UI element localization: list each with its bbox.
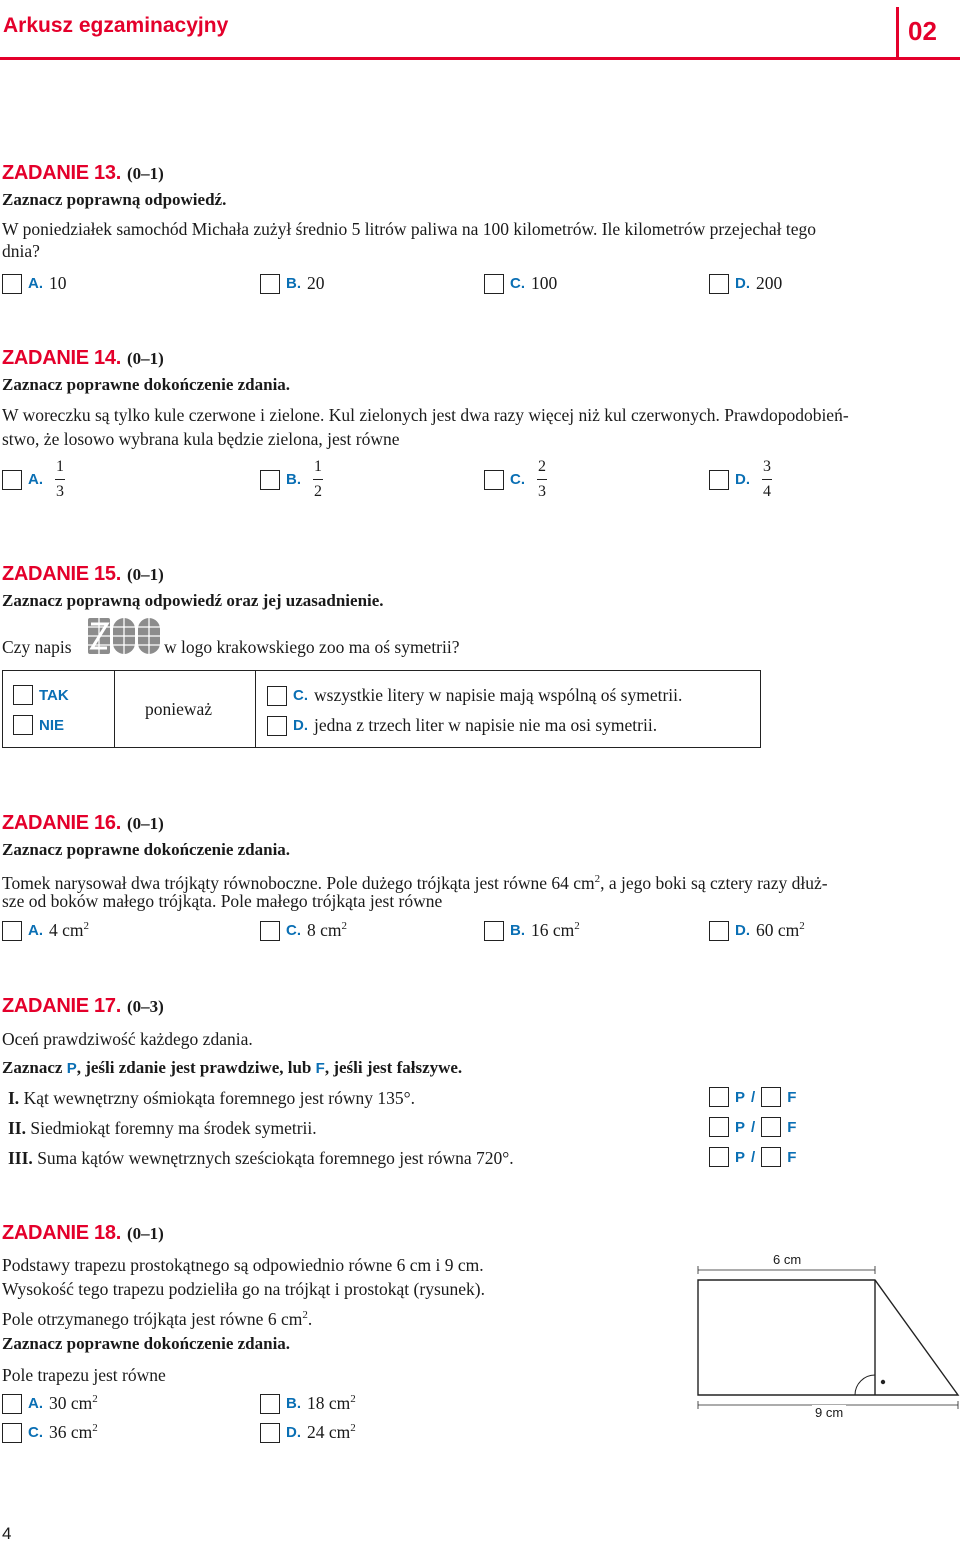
task-15-heading [2,563,164,586]
task-15-answer-table [2,670,761,748]
checkbox[interactable] [709,274,729,294]
task-points: (0–1) [126,1224,164,1243]
superscript: 2 [799,920,805,933]
checkbox[interactable] [260,470,280,490]
checkbox[interactable] [267,686,287,706]
task-title: ZADANIE 15. [2,563,121,585]
option-letter: A. [28,1395,43,1412]
task-17-instruction [2,1058,462,1078]
p-letter: P [735,1118,746,1136]
header-separator [896,7,899,57]
option-letter: C. [510,275,525,292]
checkbox[interactable] [13,685,33,705]
f-letter: F [787,1148,797,1166]
bottom-base-label: 9 cm [812,1405,846,1420]
denominator: 4 [763,483,771,500]
option-letter: C. [510,471,525,488]
table-divider [114,671,115,747]
option-letter: B. [286,275,301,292]
checkbox[interactable] [260,274,280,294]
numerator: 3 [763,458,771,475]
f-letter: F [787,1088,797,1106]
fraction [537,458,547,501]
answer-c[interactable] [267,685,682,706]
task-17-intro: Oceń prawdziwość każdego zdania. [2,1029,253,1049]
f-checkbox[interactable] [761,1147,781,1167]
right-angle-dot [881,1380,885,1384]
task-16-option-c[interactable] [260,920,347,941]
statement-text: Siedmiokąt foremny ma środek symetrii. [30,1118,317,1138]
table-divider [255,671,256,747]
task-title: ZADANIE 18. [2,1222,121,1244]
fraction [313,458,323,501]
task-16-option-a[interactable] [2,920,89,941]
numerator: 1 [56,458,64,475]
superscript: 2 [350,1422,356,1435]
task-18-option-d[interactable] [260,1422,356,1443]
option-value: 10 [49,273,67,293]
superscript: 2 [83,920,90,933]
f-letter: F [787,1118,797,1136]
answer-d[interactable] [267,715,657,736]
task-18-option-c[interactable] [2,1422,98,1443]
option-value [307,1393,356,1414]
text-part: , jeśli zdanie jest prawdziwe, lub [76,1058,312,1077]
slash: / [751,1148,756,1166]
option-letter: C. [286,922,301,939]
p-checkbox[interactable] [709,1087,729,1107]
p-checkbox[interactable] [709,1117,729,1137]
text-part: Pole otrzymanego trójkąta jest równe 6 cm [2,1308,303,1329]
checkbox[interactable] [13,715,33,735]
option-letter: D. [735,922,750,939]
task-14-heading [2,347,164,370]
task-title: ZADANIE 14. [2,347,121,369]
page-number: 4 [2,1524,12,1543]
right-angle-mark [855,1375,875,1395]
statement-1-pf [709,1087,796,1107]
superscript: 2 [574,920,580,933]
checkbox[interactable] [260,921,280,941]
text-part: 4 cm [49,920,84,940]
statement-number: I. [8,1088,20,1108]
option-letter: B. [286,471,301,488]
p-letter: P [735,1088,746,1106]
checkbox[interactable] [260,1394,280,1414]
trapezoid-outline [698,1280,958,1395]
fraction [762,458,772,501]
task-18-option-a[interactable] [2,1393,98,1414]
option-letter: A. [28,275,43,292]
slash: / [751,1088,756,1106]
task-13-option-d[interactable] [709,273,782,294]
checkbox[interactable] [267,716,287,736]
task-15-question-after: w logo krakowskiego zoo ma oś symetrii? [164,637,460,657]
option-value [49,1393,98,1414]
task-points: (0–1) [126,349,164,368]
p-letter: P [735,1148,746,1166]
task-14-question-line-1: W woreczku są tylko kule czerwone i zielone. Kul zielonych jest dwa razy więcej niż kul czerwonych. Prawdopodobień- [2,405,849,425]
checkbox[interactable] [2,470,22,490]
text-part: . [307,1308,313,1329]
superscript: 2 [594,873,601,885]
option-letter: D. [735,275,750,292]
option-letter: B. [286,1395,301,1412]
statement-1 [8,1087,415,1109]
text-part: , a jego boki są cztery razy dłuż- [600,872,828,893]
option-letter: A. [28,922,43,939]
task-18-question: Pole trapezu jest równe [2,1365,166,1385]
option-text: wszystkie litery w napisie mają wspólną oś symetrii. [314,685,683,705]
option-letter: D. [735,471,750,488]
statement-3 [8,1147,514,1169]
statement-2 [8,1117,317,1139]
task-16-instruction: Zaznacz poprawne dokończenie zdania. [2,840,291,859]
denominator: 3 [538,483,546,500]
answer-tak[interactable] [13,685,69,705]
option-value [307,1422,356,1443]
task-title: ZADANIE 17. [2,995,121,1017]
option-value [49,920,89,941]
statement-number: III. [8,1148,33,1168]
fraction [55,458,65,501]
slash: / [751,1118,756,1136]
option-label: NIE [39,716,65,734]
checkbox[interactable] [2,1394,22,1414]
task-18-instruction: Zaznacz poprawne dokończenie zdania. [2,1334,291,1353]
superscript: 2 [350,1393,356,1406]
checkbox[interactable] [484,274,504,294]
task-16-option-b[interactable] [484,920,580,941]
checkbox[interactable] [484,470,504,490]
text-part: 18 cm [307,1393,351,1413]
text-part: Zaznacz [2,1058,63,1077]
f-checkbox[interactable] [761,1087,781,1107]
task-14-option-a[interactable] [2,458,65,501]
task-13-option-b[interactable] [260,273,325,294]
task-13-instruction: Zaznacz poprawną odpowiedź. [2,190,227,209]
checkbox[interactable] [260,1423,280,1443]
option-value: 20 [307,273,325,293]
option-letter: A. [28,471,43,488]
numerator: 1 [314,458,322,475]
denominator: 2 [314,483,322,500]
task-16-heading [2,812,164,835]
option-text: jedna z trzech liter w napisie nie ma osi symetrii. [314,715,658,735]
option-value [49,1422,98,1443]
statement-text: Kąt wewnętrzny ośmiokąta foremnego jest równy 135°. [23,1088,415,1108]
task-18-line-1: Podstawy trapezu prostokątnego są odpowiednio równe 6 cm i 9 cm. [2,1255,484,1275]
sheet-number: 02 [908,16,937,46]
task-points: (0–1) [126,565,164,584]
option-value: 200 [756,273,783,293]
text-part: 30 cm [49,1393,93,1413]
option-value [531,920,580,941]
statement-3-pf [709,1147,796,1167]
option-value [756,920,805,941]
task-points: (0–1) [126,814,164,833]
p-letter: P [66,1060,77,1077]
text-part: 8 cm [307,920,342,940]
zoo-logo-icon [88,618,160,654]
option-letter: B. [510,922,525,939]
trapezoid-figure [680,1248,960,1428]
because-label: ponieważ [145,699,213,719]
task-13-question-line-2: dnia? [2,241,40,261]
task-13-question-line-1: W poniedziałek samochód Michała zużył średnio 5 litrów paliwa na 100 kilometrów. Ile kilometrów przejechał tego [2,219,816,239]
checkbox[interactable] [709,470,729,490]
text-part: 16 cm [531,920,575,940]
task-18-heading [2,1222,164,1245]
denominator: 3 [56,483,64,500]
task-13-option-a[interactable] [2,273,67,294]
superscript: 2 [302,1309,308,1321]
task-17-heading [2,995,164,1018]
task-14-option-b[interactable] [260,458,323,501]
text-part: 36 cm [49,1422,93,1442]
statement-2-pf [709,1117,796,1137]
p-checkbox[interactable] [709,1147,729,1167]
numerator: 2 [538,458,546,475]
superscript: 2 [92,1393,98,1406]
sheet-title: Arkusz egzaminacyjny [3,14,229,37]
option-letter: D. [293,717,308,734]
option-label: TAK [39,686,69,704]
checkbox[interactable] [2,274,22,294]
option-letter: C. [28,1424,43,1441]
checkbox[interactable] [709,921,729,941]
task-title: ZADANIE 16. [2,812,121,834]
answer-nie[interactable] [13,715,64,735]
superscript: 2 [92,1422,98,1435]
option-value: 100 [531,273,558,293]
task-14-question-line-2: stwo, że losowo wybrana kula będzie zielona, jest równe [2,429,400,449]
task-18-option-b[interactable] [260,1393,356,1414]
superscript: 2 [341,920,348,933]
text-part: 60 cm [756,920,800,940]
task-15-instruction: Zaznacz poprawną odpowiedź oraz jej uzasadnienie. [2,591,384,610]
f-letter: F [315,1060,325,1077]
header-rule [0,57,960,60]
text-part: 24 cm [307,1422,351,1442]
task-14-option-c[interactable] [484,458,547,501]
task-16-option-d[interactable] [709,920,805,941]
task-14-instruction: Zaznacz poprawne dokończenie zdania. [2,375,291,394]
statement-number: II. [8,1118,26,1138]
option-value [307,920,347,941]
statement-text: Suma kątów wewnętrznych sześciokąta foremnego jest równa 720°. [37,1148,514,1168]
option-letter: C. [293,687,308,704]
top-base-label: 6 cm [770,1252,804,1267]
task-13-option-c[interactable] [484,273,557,294]
checkbox[interactable] [2,921,22,941]
text-part: , jeśli jest fałszywe. [324,1058,463,1077]
text-part: Tomek narysował dwa trójkąty równoboczne. Pole dużego trójkąta jest równe 64 cm [2,872,595,893]
task-13-heading [2,162,164,185]
task-14-option-d[interactable] [709,458,772,501]
task-18-line-3 [2,1304,312,1330]
task-title: ZADANIE 13. [2,162,121,184]
task-16-question-line-2: sze od boków małego trójkąta. Pole małego trójkąta jest równe [2,891,443,911]
task-points: (0–3) [126,997,164,1016]
task-15-question-before: Czy napis [2,637,72,657]
checkbox[interactable] [2,1423,22,1443]
f-checkbox[interactable] [761,1117,781,1137]
task-18-line-2: Wysokość tego trapezu podzieliła go na trójkąt i prostokąt (rysunek). [2,1279,485,1299]
option-letter: D. [286,1424,301,1441]
checkbox[interactable] [484,921,504,941]
task-points: (0–1) [126,164,164,183]
